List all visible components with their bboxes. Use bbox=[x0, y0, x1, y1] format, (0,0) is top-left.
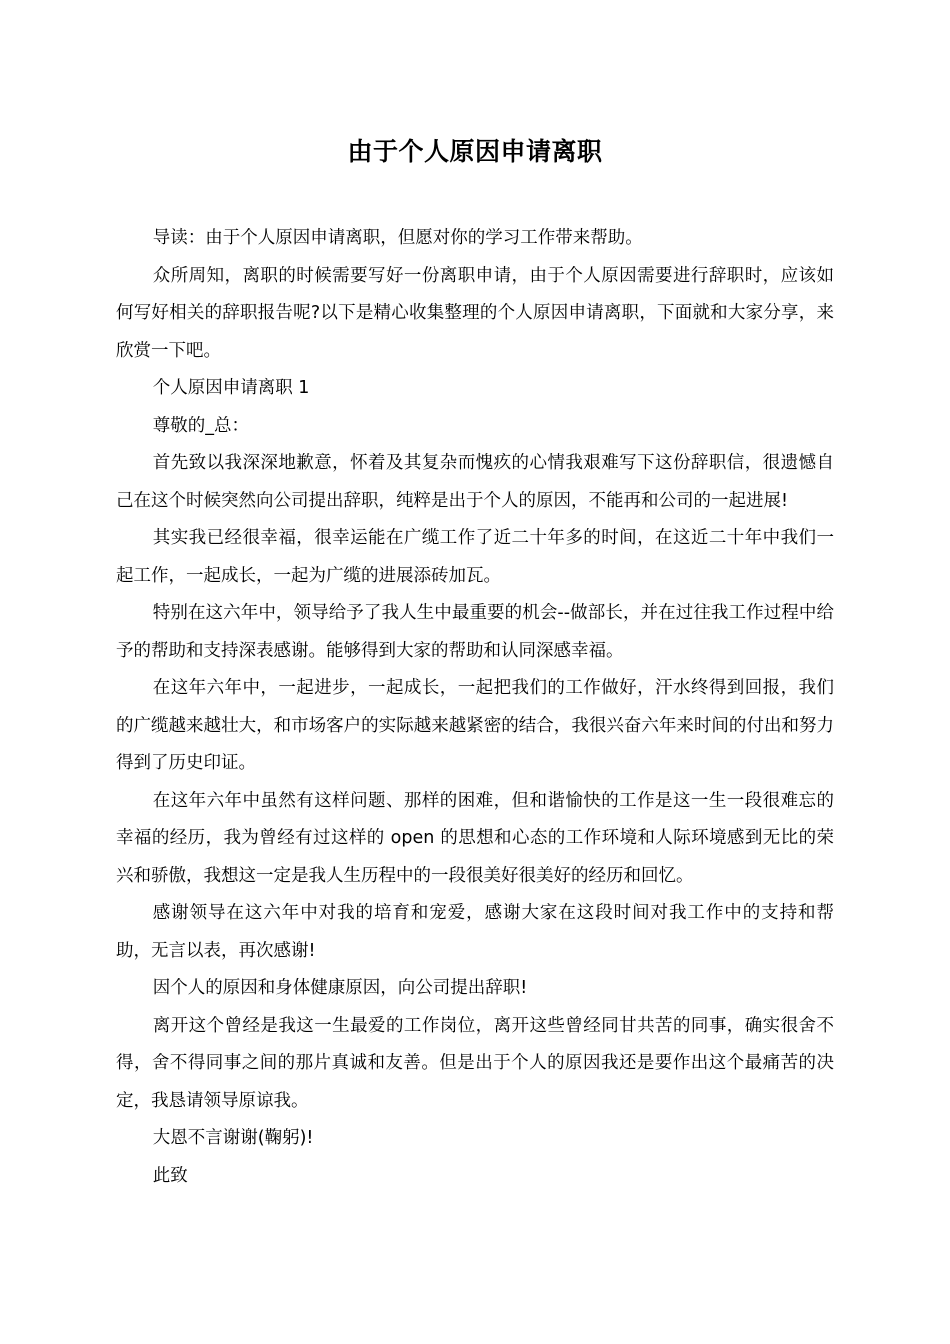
closing-line: 此致 bbox=[152, 1165, 188, 1186]
salutation: 尊敬的_总： bbox=[152, 415, 249, 436]
thanks-line: 大恩不言谢谢(鞠躬)! bbox=[152, 1128, 314, 1148]
letter-paragraph: 在这年六年中虽然有这样问题、那样的困难，但和谐愉快的工作是这一生一段很难忘的幸福的经历，我为曾经有过这样的 open 的思想和心态的工作环境和人际环境感到无比的荣兴和骄傲，我想这一定是我人生历程中的一段很美好很美好的经历和回忆。 bbox=[116, 790, 834, 886]
letter-paragraph: 离开这个曾经是我这一生最爱的工作岗位，离开这些曾经同甘共苦的同事，确实很舍不得，舍不得同事之间的那片真诚和友善。但是出于个人的原因我还是要作出这个最痛苦的决定，我恳请领导原谅我。 bbox=[116, 1015, 834, 1111]
document-body bbox=[116, 220, 834, 1195]
letter-paragraph: 因个人的原因和身体健康原因，向公司提出辞职! bbox=[152, 978, 528, 998]
letter-paragraph: 感谢领导在这六年中对我的培育和宠爱，感谢大家在这段时间对我工作中的支持和帮助，无言以表，再次感谢! bbox=[116, 903, 834, 961]
letter-paragraph: 其实我已经很幸福，很幸运能在广缆工作了近二十年多的时间，在这近二十年中我们一起工作，一起成长，一起为广缆的进展添砖加瓦。 bbox=[116, 528, 834, 586]
letter-paragraph: 特别在这六年中，领导给予了我人生中最重要的机会--做部长，并在过往我工作过程中给予的帮助和支持深表感谢。能够得到大家的帮助和认同深感幸福。 bbox=[116, 603, 834, 661]
intro-paragraph: 导读：由于个人原因申请离职，但愿对你的学习工作带来帮助。 bbox=[152, 228, 643, 248]
letter-paragraph: 首先致以我深深地歉意，怀着及其复杂而愧疚的心情我艰难写下这份辞职信，很遗憾自己在这个时候突然向公司提出辞职，纯粹是出于个人的原因，不能再和公司的一起进展! bbox=[116, 453, 834, 511]
section-heading: 个人原因申请离职 1 bbox=[152, 378, 310, 398]
letter-paragraph: 在这年六年中，一起进步，一起成长，一起把我们的工作做好，汗水终得到回报，我们的广缆越来越壮大，和市场客户的实际越来越紧密的结合，我很兴奋六年来时间的付出和努力得到了历史印证。 bbox=[116, 678, 834, 773]
document-title: 由于个人原因申请离职 bbox=[347, 137, 603, 166]
overview-paragraph: 众所周知，离职的时候需要写好一份离职申请，由于个人原因需要进行辞职时，应该如何写好相关的辞职报告呢?以下是精心收集整理的个人原因申请离职，下面就和大家分享，来欣赏一下吧。 bbox=[116, 265, 834, 361]
